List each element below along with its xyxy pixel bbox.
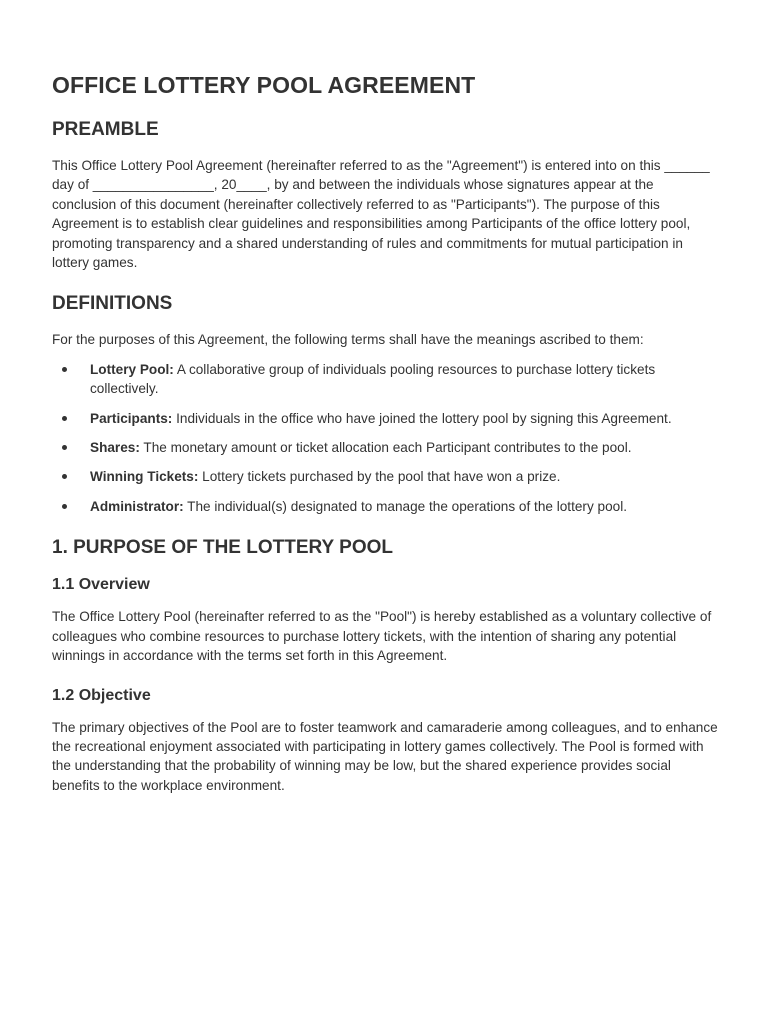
bullet-icon	[62, 416, 67, 421]
definition-term: Participants:	[90, 410, 173, 426]
preamble-heading: PREAMBLE	[52, 119, 159, 140]
definition-item-winning-tickets	[52, 467, 718, 486]
definition-term: Winning Tickets:	[90, 469, 199, 485]
definition-text: The monetary amount or ticket allocation each Participant contributes to the pool.	[139, 440, 632, 456]
definition-item-shares	[52, 438, 718, 457]
definition-text: Lottery tickets purchased by the pool that have won a prize.	[198, 469, 561, 485]
definitions-list	[52, 360, 718, 516]
definitions-heading: DEFINITIONS	[52, 293, 173, 315]
objective-paragraph: The primary objectives of the Pool are to foster teamwork and camaraderie among colleagues, and to enhance the recreational enjoyment associated with participating in lottery games collectively. The Pool is formed with the understanding that the probability of winning may be low, but the shared experience provides social benefits to the workplace environment.	[52, 719, 718, 793]
definition-text: Individuals in the office who have joined the lottery pool by signing this Agreement.	[172, 410, 672, 426]
definition-term: Lottery Pool:	[90, 361, 174, 377]
bullet-icon	[62, 445, 67, 450]
bullet-icon	[62, 474, 67, 479]
overview-heading: 1.1 Overview	[52, 576, 150, 594]
definition-term: Shares:	[90, 440, 140, 456]
overview-paragraph: The Office Lottery Pool (hereinafter referred to as the "Pool") is hereby established as a voluntary collective of colleagues who combine resources to purchase lottery tickets, with the intention of sharing any potential winnings in accordance with the terms set forth in this Agreement.	[52, 609, 712, 664]
definition-text: The individual(s) designated to manage the operations of the lottery pool.	[183, 498, 627, 514]
preamble-paragraph: This Office Lottery Pool Agreement (hereinafter referred to as the "Agreement") is entered into on this ______ day of ________________, 20____, by and between the individuals whose signatures appear at the conclusion of this document (hereinafter collectively referred to as "Participants"). The purpose of this Agreement is to establish clear guidelines and responsibilities among Participants of the office lottery pool, promoting transparency and a shared understanding of rules and commitments for mutual participation in lottery games.	[52, 158, 710, 271]
definition-term: Administrator:	[90, 498, 184, 514]
bullet-icon	[62, 504, 67, 509]
definition-item-administrator	[52, 497, 718, 516]
definition-item-lottery-pool	[52, 360, 718, 399]
document-title: OFFICE LOTTERY POOL AGREEMENT	[52, 72, 476, 98]
definitions-intro: For the purposes of this Agreement, the following terms shall have the meanings ascribed to them:	[52, 332, 644, 348]
section-1-heading: 1. PURPOSE OF THE LOTTERY POOL	[52, 537, 393, 559]
objective-heading: 1.2 Objective	[52, 686, 151, 704]
bullet-icon	[62, 367, 67, 372]
definition-text: A collaborative group of individuals pooling resources to purchase lottery tickets collectively.	[90, 361, 656, 397]
definition-item-participants	[52, 409, 718, 428]
